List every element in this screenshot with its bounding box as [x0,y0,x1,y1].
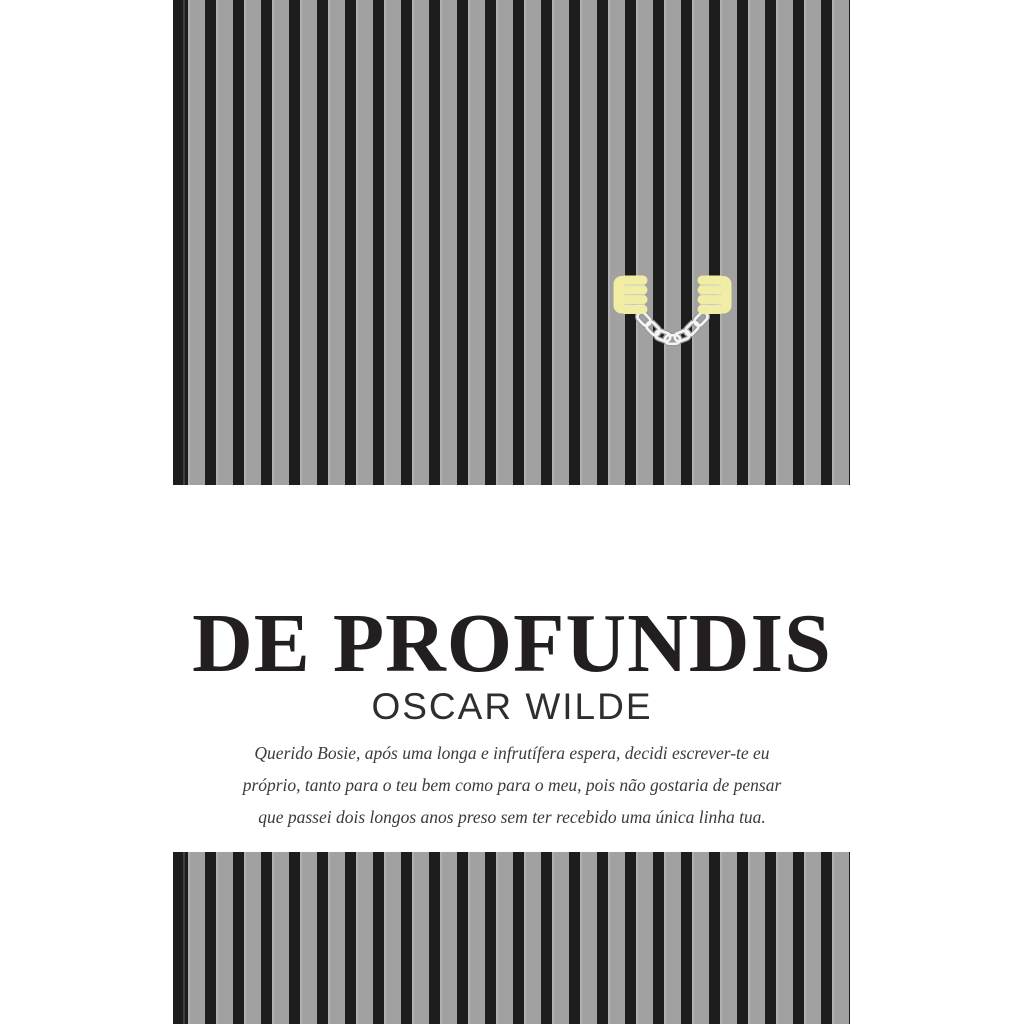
hands-gripping-bars-graphic [603,262,743,362]
book-author: OSCAR WILDE [371,685,653,727]
quote-line-1: Querido Bosie, após uma longa e infrutífera espera, decidi escrever-te eu [254,743,770,763]
book-title: DE PROFUNDIS [192,597,832,691]
book-quote [0,737,1024,833]
fist-left-icon [614,276,648,315]
fist-right-icon [698,276,732,315]
quote-line-3: que passei dois longos anos preso sem ter recebido uma única linha tua. [258,807,766,827]
prison-bars-bottom [173,852,850,1024]
handcuff-chain-icon [636,311,710,344]
quote-line-2: próprio, tanto para o teu bem como para o meu, pois não gostaria de pensar [242,775,782,795]
prison-bars-top [173,0,850,485]
